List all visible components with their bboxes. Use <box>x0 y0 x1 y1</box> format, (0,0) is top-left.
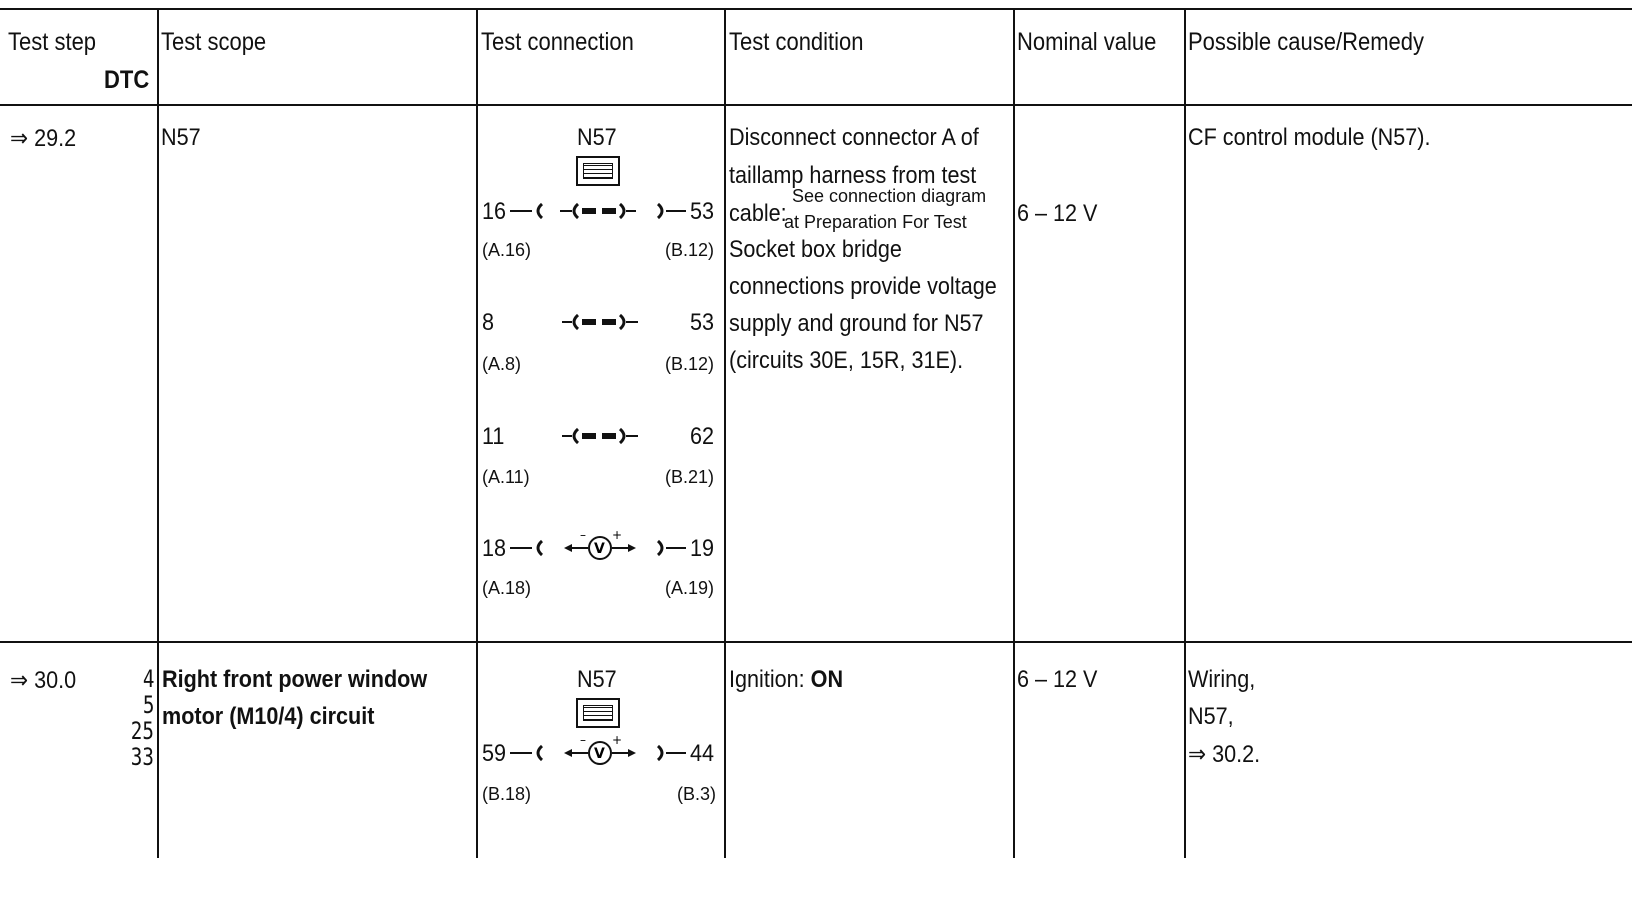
test-step-link[interactable]: ⇒ 29.2 <box>10 125 77 152</box>
condition-text: (circuits 30E, 15R, 31E). <box>729 347 964 374</box>
pin-right: 53 <box>690 198 715 225</box>
condition-label: Ignition: <box>729 666 805 693</box>
pin-label-left: (A.16) <box>482 240 532 260</box>
header-test-scope: Test scope <box>161 28 267 56</box>
dtc-code: 33 <box>130 743 154 771</box>
bridge-cable-icon <box>560 311 640 335</box>
pin-left: 11 <box>482 423 505 450</box>
condition-text: taillamp harness from test <box>729 162 977 189</box>
condition-text: Socket box bridge <box>729 236 902 263</box>
nominal-value: 6 – 12 V <box>1017 666 1098 693</box>
test-scope: N57 <box>161 124 201 151</box>
dtc-code: 25 <box>130 717 154 745</box>
pin-right: 53 <box>690 309 715 336</box>
pin-left: 18 <box>482 535 507 562</box>
pin-right: 62 <box>690 423 715 450</box>
voltmeter-icon <box>510 530 690 564</box>
svg-text:+: + <box>612 733 623 747</box>
possible-cause: Wiring, <box>1188 666 1256 693</box>
column-divider <box>1184 8 1186 858</box>
pin-label-left: (B.18) <box>482 784 532 804</box>
condition-note: See connection diagram <box>792 186 987 206</box>
pin-label-right: (B.12) <box>665 240 715 260</box>
column-divider <box>1013 8 1015 858</box>
header-divider <box>0 104 1632 106</box>
svg-text:–: – <box>580 528 586 542</box>
pin-label-right: (A.19) <box>665 578 715 598</box>
condition-text: connections provide voltage <box>729 273 997 300</box>
svg-text:V: V <box>594 746 605 762</box>
test-module-icon <box>576 698 620 728</box>
header-nominal-value: Nominal value <box>1017 28 1157 56</box>
pin-label-right: (B.12) <box>665 354 715 374</box>
module-label: N57 <box>577 124 617 151</box>
bridge-cable-icon <box>510 200 690 224</box>
test-scope: Right front power window <box>162 666 428 693</box>
possible-cause: N57, <box>1188 703 1234 730</box>
header-possible-cause: Possible cause/Remedy <box>1188 28 1425 56</box>
condition-text: cable: <box>729 200 787 227</box>
header-test-condition: Test condition <box>729 28 864 56</box>
pin-left: 8 <box>482 309 495 336</box>
possible-cause: CF control module (N57). <box>1188 124 1431 151</box>
nominal-value: 6 – 12 V <box>1017 200 1098 227</box>
test-scope: motor (M10/4) circuit <box>162 703 375 730</box>
pin-label-left: (A.11) <box>482 467 530 487</box>
row-divider <box>0 641 1632 643</box>
dtc-code: 4 <box>142 665 154 693</box>
table-top-border <box>0 8 1632 10</box>
condition-value: ON <box>810 666 844 693</box>
pin-label-right: (B.3) <box>677 784 717 804</box>
module-label: N57 <box>577 666 617 693</box>
pin-label-left: (A.8) <box>482 354 522 374</box>
test-step-link[interactable]: ⇒ 30.0 <box>10 667 77 694</box>
condition-text: supply and ground for N57 <box>729 310 984 337</box>
pin-label-right: (B.21) <box>665 467 715 487</box>
pin-right: 19 <box>690 535 715 562</box>
svg-text:–: – <box>580 733 586 747</box>
dtc-code: 5 <box>142 691 154 719</box>
pin-label-left: (A.18) <box>482 578 532 598</box>
column-divider <box>157 8 159 858</box>
column-divider <box>724 8 726 858</box>
pin-left: 59 <box>482 740 507 767</box>
header-test-step: Test step <box>8 28 97 56</box>
condition-text: Disconnect connector A of <box>729 124 979 151</box>
svg-text:+: + <box>612 528 623 542</box>
condition-note: at Preparation For Test <box>784 212 967 232</box>
possible-cause-link[interactable]: ⇒ 30.2. <box>1188 741 1261 768</box>
pin-right: 44 <box>690 740 715 767</box>
header-test-connection: Test connection <box>481 28 634 56</box>
svg-text:V: V <box>594 541 605 557</box>
voltmeter-icon <box>510 735 690 769</box>
pin-left: 16 <box>482 198 507 225</box>
condition-text <box>729 666 843 694</box>
test-module-icon <box>576 156 620 186</box>
header-dtc: DTC <box>104 66 150 94</box>
bridge-cable-icon <box>560 425 640 449</box>
column-divider <box>476 8 478 858</box>
